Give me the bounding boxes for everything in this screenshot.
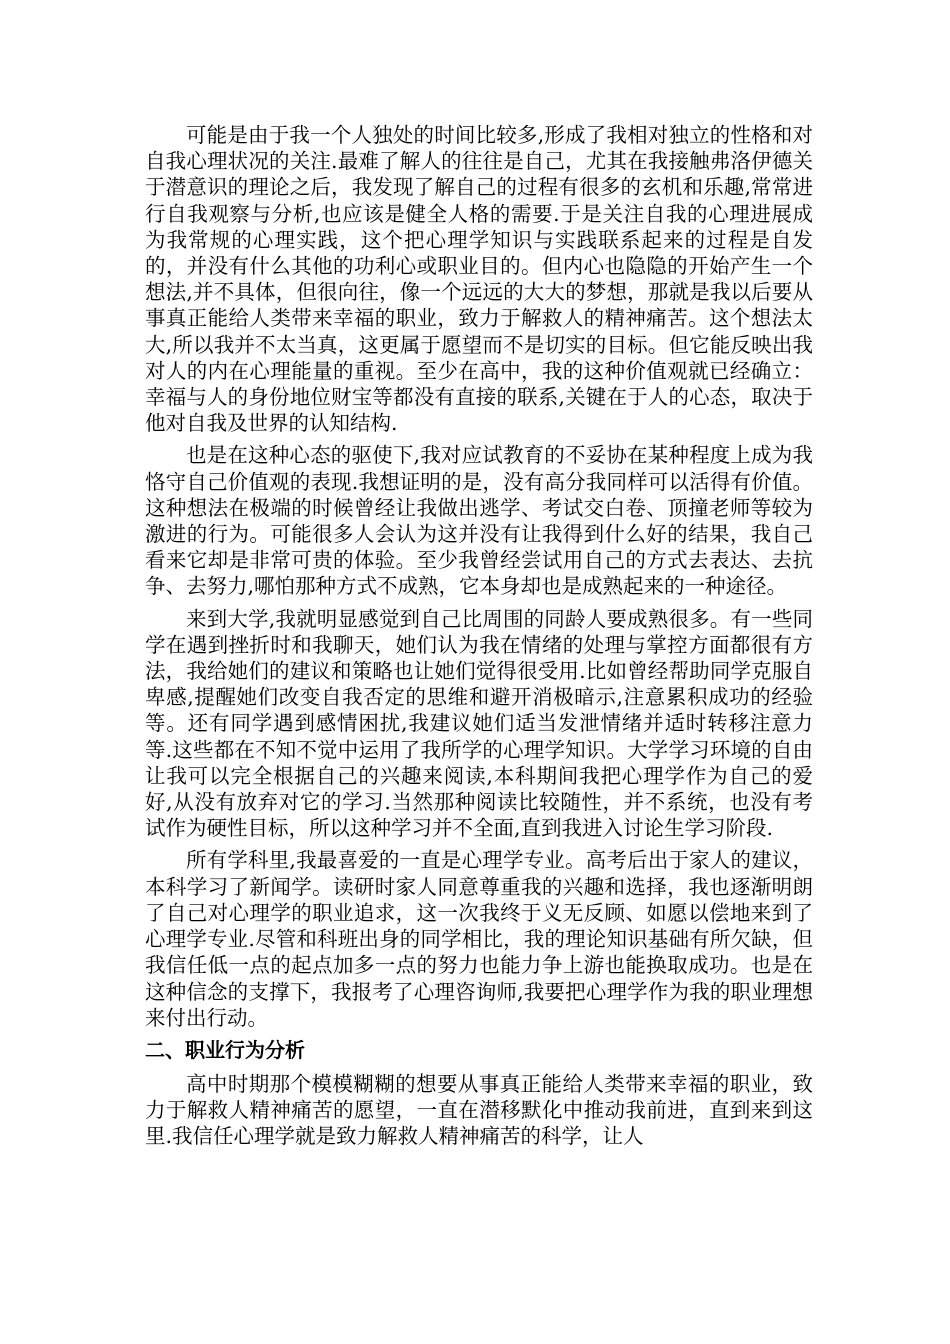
paragraph-self-awareness: 可能是由于我一个人独处的时间比较多,形成了我相对独立的性格和对自我心理状况的关注.最难了解人的往往是自己，尤其在我接触弗洛伊德关于潜意识的理论之后，我发现了解自己的过程有很多的玄机和乐趣,常常进行自我观察与分析,也应该是健全人格的需要.于是关注自我的心理进展成为我常规的心理实践，这个把心理学知识与实践联系起来的过程是自发的，并没有什么其他的功利心或职业目的。但内心也隐隐的开始产生一个想法,并不具体，但很向往，像一个远远的大大的梦想，那就是我以后要从事真正能给人类带来幸福的职业，致力于解救人的精神痛苦。这个想法太大,所以我并不太当真，这更属于愿望而不是切实的目标。但它能反映出我对人的内在心理能量的重视。至少在高中，我的这种价值观就已经确立：幸福与人的身份地位财宝等都没有直接的联系,关键在于人的心态，取决于他对自我及世界的认知结构. [145,123,813,436]
paragraph-exam-education: 也是在这种心态的驱使下,我对应试教育的不妥协在某种程度上成为我恪守自己价值观的表现.我想证明的是，没有高分我同样可以活得有价值。这种想法在极端的时候曾经让我做出逃学、考试交白卷、顶撞老师等较为激进的行为。可能很多人会认为这并没有让我得到什么好的结果，我自己看来它却是非常可贵的体验。至少我曾经尝试用自己的方式去表达、去抗争、去努力,哪怕那种方式不成熟，它本身却也是成熟起来的一种途径。 [145,443,813,599]
section-heading: 二、职业行为分析 [145,1037,305,1062]
paragraph-career-behavior: 高中时期那个模模糊糊的想要从事真正能给人类带来幸福的职业，致力于解救人精神痛苦的愿望，一直在潜移默化中推动我前进，直到来到这里.我信任心理学就是致力解救人精神痛苦的科学，让人 [145,1071,813,1149]
paragraph-psychology-major: 所有学科里,我最喜爱的一直是心理学专业。高考后出于家人的建议，本科学习了新闻学。读研时家人同意尊重我的兴趣和选择，我也逐渐明朗了自己对心理学的职业追求，这一次我终于义无反顾、如愿以偿地来到了心理学专业.尽管和科班出身的同学相比，我的理论知识基础有所欠缺，但我信任低一点的起点加多一点的努力也能力争上游也能换取成功。也是在这种信念的支撑下，我报考了心理咨询师,我要把心理学作为我的职业理想来付出行动。 [145,848,813,1030]
document-page [145,122,813,1156]
paragraph-university: 来到大学,我就明显感觉到自己比周围的同龄人要成熟很多。有一些同学在遇到挫折时和我聊天，她们认为我在情绪的处理与掌控方面都很有方法，我给她们的建议和策略也让她们觉得很受用.比如曾经帮助同学克服自卑感,提醒她们改变自我否定的思维和避开消极暗示,注意累积成功的经验等。还有同学遇到感情困扰,我建议她们适当发泄情绪并适时转移注意力等.这些都在不知不觉中运用了我所学的心理学知识。大学学习环境的自由让我可以完全根据自己的兴趣来阅读,本科期间我把心理学作为自己的爱好,从没有放弃对它的学习.当然那种阅读比较随性，并不系统，也没有考试作为硬性目标，所以这种学习并不全面,直到我进入讨论生学习阶段. [145,606,813,841]
